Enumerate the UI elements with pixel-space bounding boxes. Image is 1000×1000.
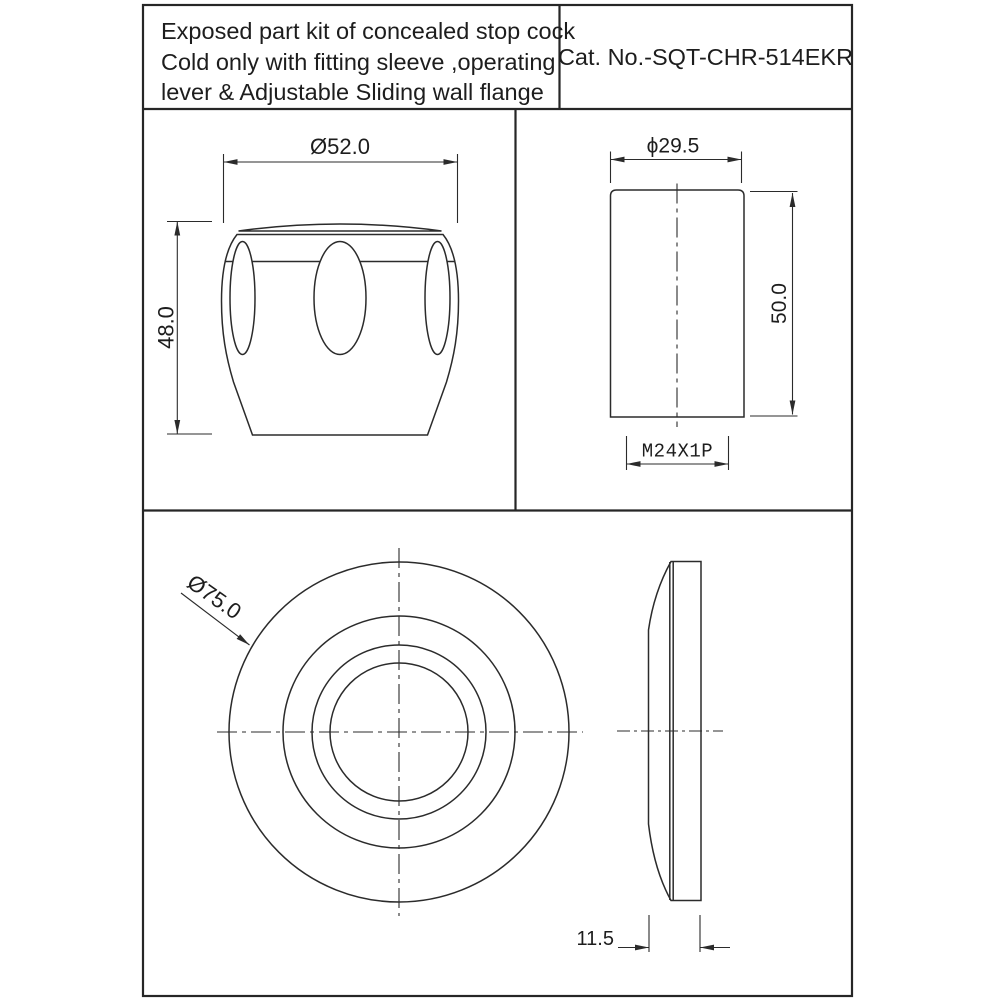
knob-grip-right	[425, 242, 450, 355]
sleeve-view	[611, 135, 798, 471]
sheet-frame	[143, 5, 852, 996]
flange-thickness-label: 11.5	[576, 928, 614, 950]
title-line-2: Cold only with fitting sleeve ,operating	[161, 48, 556, 75]
knob-diameter-label: Ø52.0	[310, 134, 370, 159]
title-line-1: Exposed part kit of concealed stop cock	[161, 18, 576, 44]
sleeve-thread-label: M24X1P	[641, 440, 714, 463]
knob-grip-left	[230, 242, 255, 355]
sleeve-height-label: 50.0	[768, 283, 791, 324]
catalog-number: Cat. No.-SQT-CHR-514EKR	[557, 43, 854, 70]
catalog-number-cell	[557, 6, 854, 108]
title-line-3: lever & Adjustable Sliding wall flange	[161, 79, 544, 105]
knob-grip-center	[314, 242, 366, 355]
knob-view	[154, 134, 459, 435]
drawing-title	[161, 16, 576, 108]
knob-height-label: 48.0	[153, 306, 179, 349]
flange-diameter-label: Ø75.0	[182, 569, 247, 625]
knob-top-cap	[239, 224, 442, 231]
sleeve-diameter-label: ϕ29.5	[646, 134, 700, 158]
flange-side-view	[577, 562, 730, 953]
flange-front-view	[181, 548, 583, 916]
